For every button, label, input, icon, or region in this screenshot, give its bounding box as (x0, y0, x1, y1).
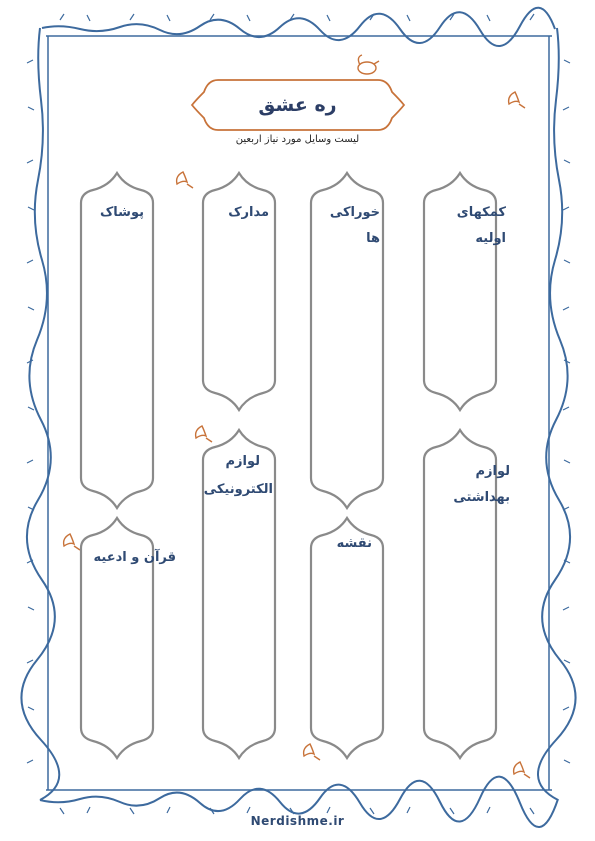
label-quran: قرآن و ادعیه (93, 550, 176, 565)
label-clothing: پوشاک (99, 205, 144, 220)
page-title: ره عشق (258, 94, 337, 116)
label-documents: مدارک (228, 205, 269, 220)
footer-site: Nerdishme.ir (250, 814, 345, 828)
label-first-aid: کمکهای اولیه (456, 205, 506, 246)
label-food: خوراکی ها (329, 205, 380, 246)
label-hygiene: لوازم بهداشتی (453, 464, 510, 505)
page-subtitle: لیست وسایل مورد نیاز اربعین (235, 134, 360, 145)
bird-ornament (358, 55, 379, 74)
label-electronics-line2: الکترونیکی (203, 482, 273, 497)
label-electronics-line1: لوازم (225, 454, 260, 469)
label-map: نقشه (336, 536, 372, 551)
